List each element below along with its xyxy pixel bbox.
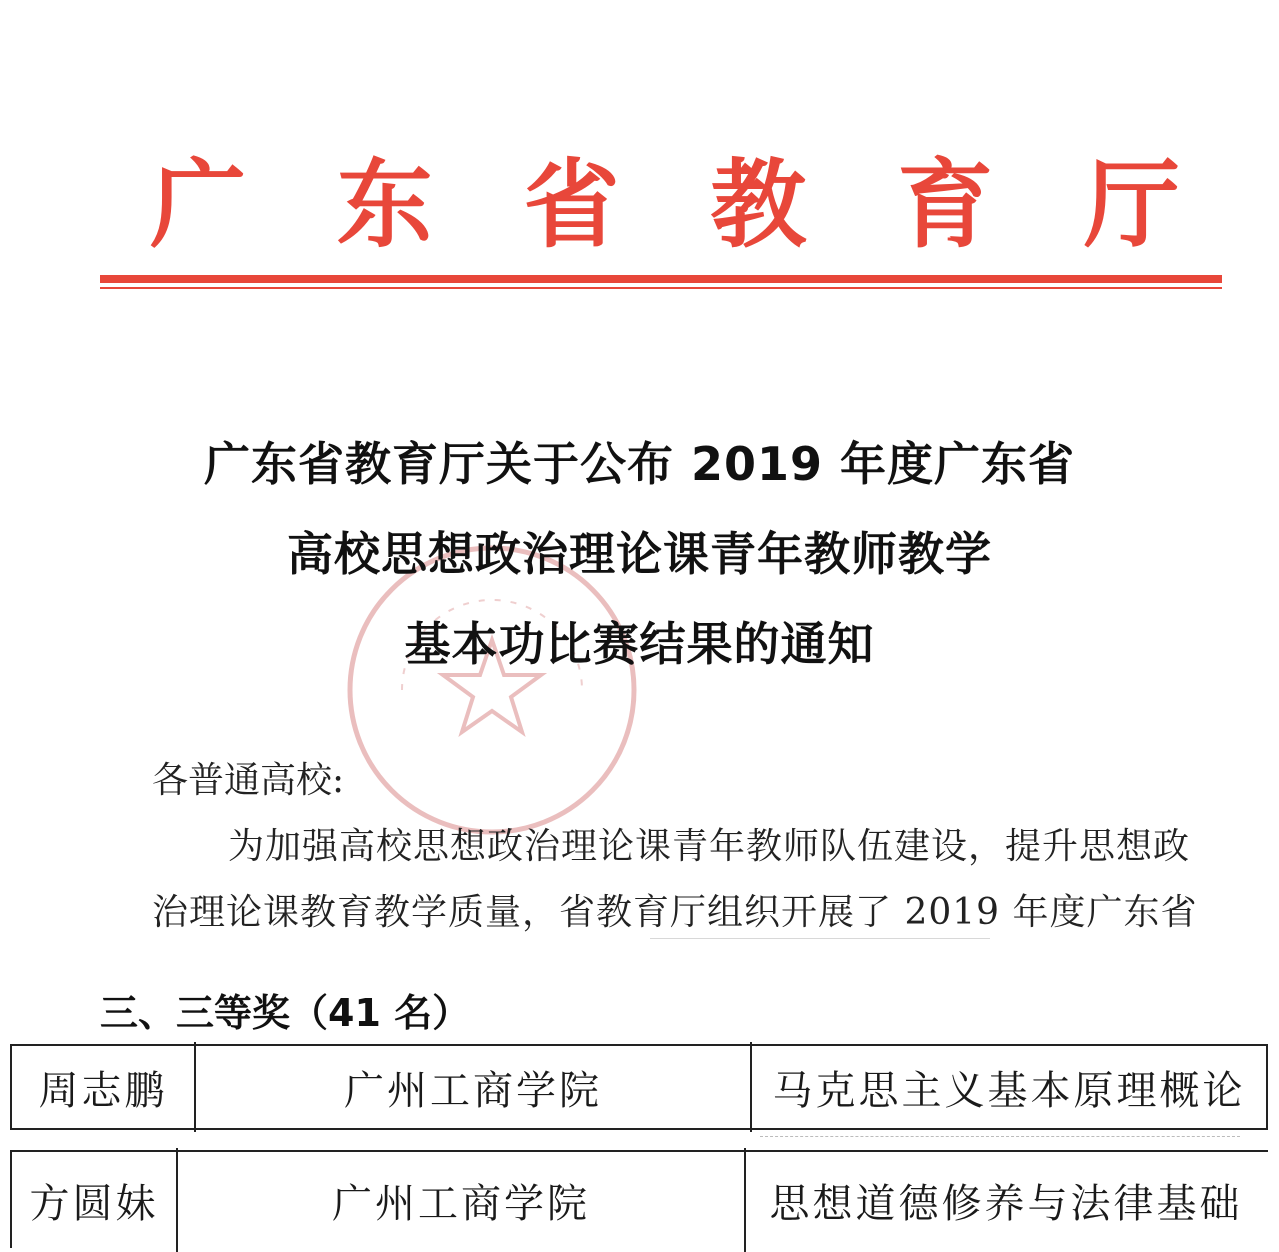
table-row [10, 1044, 1268, 1130]
letterhead [150, 145, 1180, 265]
paragraph-line-1: 为加强高校思想政治理论课青年教师队伍建设，提升思想政 [228, 826, 1191, 867]
page-cut-divider [0, 948, 1279, 970]
letterhead-char: 厅 [1083, 148, 1180, 261]
letterhead-red-rule [100, 275, 1222, 283]
table-row [10, 1150, 1268, 1248]
winner-course: 思想道德修养与法律基础 [769, 1180, 1243, 1227]
winner-school: 广州工商学院 [344, 1067, 602, 1114]
winner-name: 方圆妹 [29, 1180, 159, 1227]
letterhead-red-rule-thin [100, 287, 1222, 289]
letterhead-char: 教 [710, 148, 807, 261]
official-seal-icon [342, 540, 642, 840]
clipped-row-edge [760, 1136, 1240, 1147]
letterhead-char: 东 [336, 148, 433, 261]
notice-title-line-3: 基本功比赛结果的通知 [404, 617, 875, 671]
paragraph-line-2: 治理论课教育教学质量，省教育厅组织开展了 2019 年度广东省 [152, 892, 1198, 933]
notice-title-line-2: 高校思想政治理论课青年教师教学 [287, 527, 992, 581]
notice-title-line-1: 广东省教育厅关于公布 2019 年度广东省 [203, 437, 1076, 491]
winner-name: 周志鹏 [38, 1067, 168, 1114]
award-section-heading: 三、三等奖（41 名） [100, 991, 471, 1035]
winner-course: 马克思主义基本原理概论 [772, 1067, 1246, 1114]
winner-school: 广州工商学院 [332, 1180, 590, 1227]
letterhead-char: 育 [897, 148, 994, 261]
salutation: 各普通高校: [152, 760, 345, 801]
letterhead-char: 广 [150, 148, 246, 261]
letterhead-char: 省 [523, 148, 620, 261]
